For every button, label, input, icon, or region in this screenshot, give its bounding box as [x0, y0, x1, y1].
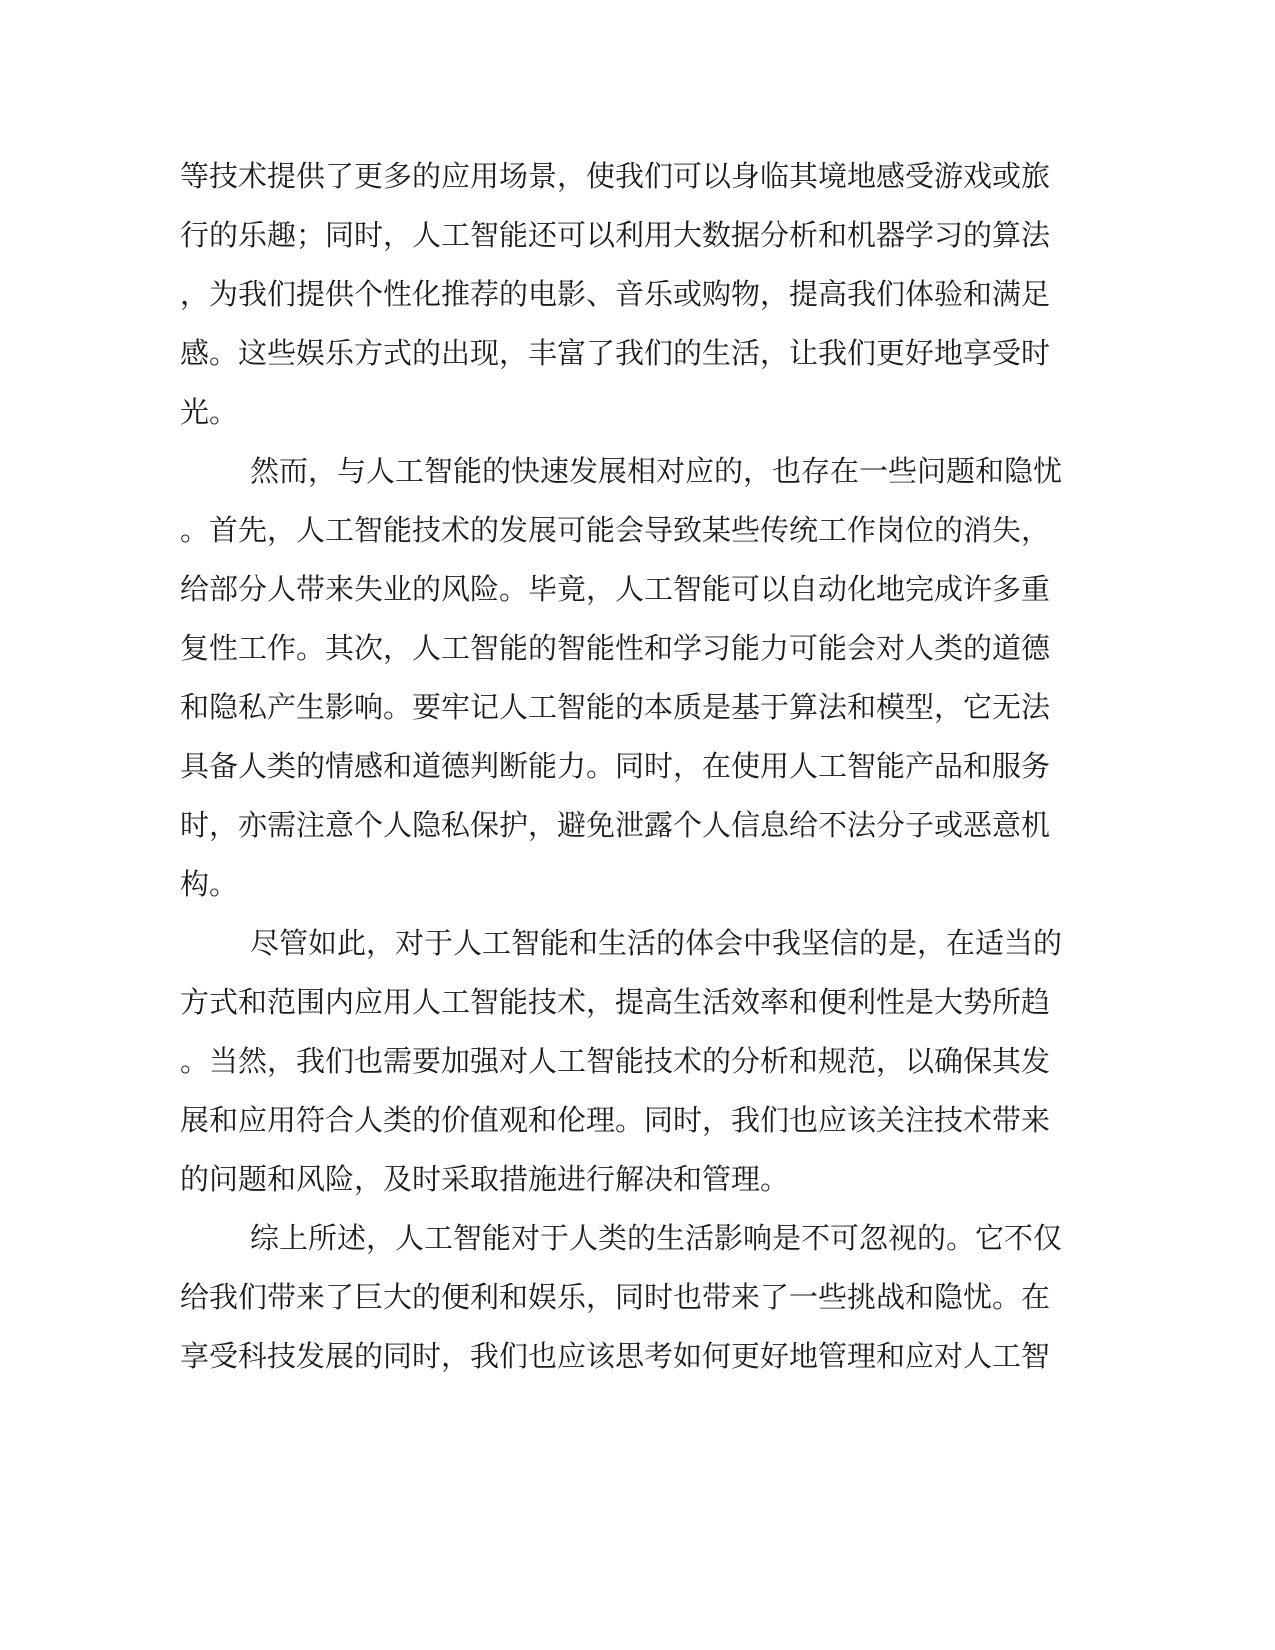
text-line: 给部分人带来失业的风险。毕竟，人工智能可以自动化地完成许多重: [180, 572, 1051, 606]
paragraph-first-line: 尽管如此，对于人工智能和生活的体会中我坚信的是，在适当的: [250, 926, 1063, 960]
text-line: 等技术提供了更多的应用场景，使我们可以身临其境地感受游戏或旅: [180, 159, 1051, 193]
text-line: 展和应用符合人类的价值观和伦理。同时，我们也应该关注技术带来: [180, 1103, 1051, 1137]
text-line: 。当然，我们也需要加强对人工智能技术的分析和规范，以确保其发: [180, 1044, 1051, 1078]
paragraph-first-line: 综上所述，人工智能对于人类的生活影响是不可忽视的。它不仅: [250, 1221, 1063, 1255]
text-line: 感。这些娱乐方式的出现，丰富了我们的生活，让我们更好地享受时: [180, 336, 1051, 370]
text-line: 时，亦需注意个人隐私保护，避免泄露个人信息给不法分子或恶意机: [180, 808, 1051, 842]
text-line: 方式和范围内应用人工智能技术，提高生活效率和便利性是大势所趋: [180, 985, 1051, 1019]
text-line: 的问题和风险，及时采取措施进行解决和管理。: [180, 1162, 790, 1196]
text-line: 享受科技发展的同时，我们也应该思考如何更好地管理和应对人工智: [180, 1339, 1051, 1373]
paragraph-first-line: 然而，与人工智能的快速发展相对应的，也存在一些问题和隐忧: [250, 454, 1063, 488]
text-line: 给我们带来了巨大的便利和娱乐，同时也带来了一些挑战和隐忧。在: [180, 1280, 1051, 1314]
text-line: ，为我们提供个性化推荐的电影、音乐或购物，提高我们体验和满足: [180, 277, 1051, 311]
text-line: 构。: [180, 867, 239, 901]
text-line: 具备人类的情感和道德判断能力。同时，在使用人工智能产品和服务: [180, 749, 1051, 783]
text-line: 复性工作。其次，人工智能的智能性和学习能力可能会对人类的道德: [180, 631, 1051, 665]
text-line: 行的乐趣；同时，人工智能还可以利用大数据分析和机器学习的算法: [180, 218, 1051, 252]
text-line: 光。: [180, 395, 239, 429]
text-line: 和隐私产生影响。要牢记人工智能的本质是基于算法和模型，它无法: [180, 690, 1051, 724]
text-line: 。首先，人工智能技术的发展可能会导致某些传统工作岗位的消失，: [180, 513, 1051, 547]
